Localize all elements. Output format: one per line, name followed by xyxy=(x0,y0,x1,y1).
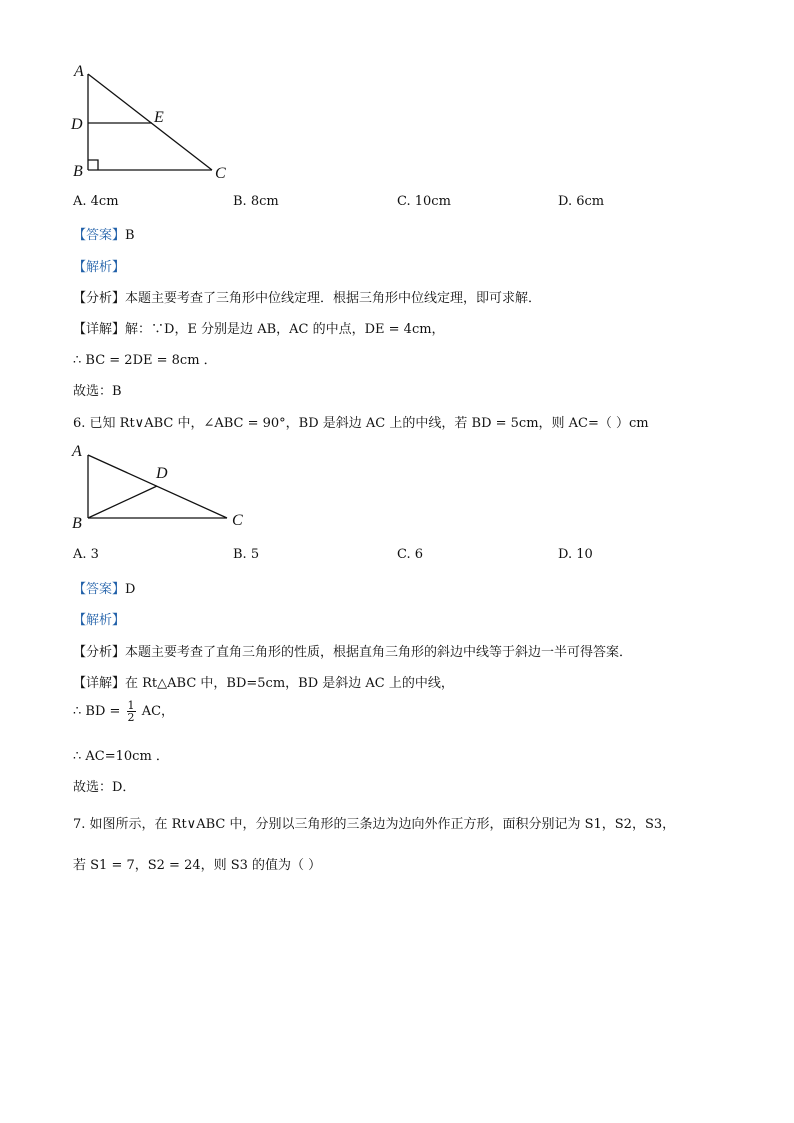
fraction-denominator: 2 xyxy=(127,711,135,724)
figure-triangle-median xyxy=(60,436,260,536)
q6-option-c: C. 6 xyxy=(397,547,424,562)
q6-option-a: A. 3 xyxy=(73,547,99,562)
fenxi-tag: 【分析】 xyxy=(73,645,126,660)
q5-option-a: A. 4cm xyxy=(73,194,119,209)
q5-analysis-tag: 【解析】 xyxy=(73,260,126,275)
label-b: B xyxy=(72,515,82,532)
q6-detail-line-2 xyxy=(73,700,174,723)
label-c: C xyxy=(215,165,226,182)
fraction-one-half xyxy=(127,700,136,723)
answer-value: B xyxy=(125,228,135,243)
q5-option-d: D. 6cm xyxy=(558,194,605,209)
label-d: D xyxy=(71,116,83,133)
detail-tag: 【详解】 xyxy=(73,322,126,337)
label-c: C xyxy=(232,512,243,529)
label-b: B xyxy=(73,163,83,180)
answer-tag: 【答案】 xyxy=(73,228,126,243)
q5-choose: 故选：B xyxy=(73,384,122,399)
segment-ac xyxy=(88,74,212,170)
label-a: A xyxy=(74,63,84,80)
q6-answer-line xyxy=(73,578,135,597)
fraction-numerator: 1 xyxy=(127,699,135,712)
q6-fenxi-line xyxy=(73,641,632,660)
detail-text: 在 Rt△ABC 中，BD=5cm，BD 是斜边 AC 上的中线， xyxy=(125,676,454,691)
q5-fenxi-line xyxy=(73,287,541,306)
segment-bd xyxy=(88,486,157,518)
q7-stem-line-1: 7. 如图所示，在 Rt∨ABC 中，分别以三角形的三条边为边向外作正方形，面积分别记为 S1，S2，S3， xyxy=(73,817,676,832)
q6-detail-line-1 xyxy=(73,672,454,691)
detail-pre: ∴ BD = xyxy=(73,704,121,719)
q5-answer-line xyxy=(73,224,135,243)
q5-detail-line-1 xyxy=(73,318,445,337)
q5-detail-line-2: ∴ BC = 2DE = 8cm ． xyxy=(73,353,217,368)
q6-option-d: D. 10 xyxy=(558,547,593,562)
label-a: A xyxy=(72,443,82,460)
fenxi-text: 本题主要考查了直角三角形的性质，根据直角三角形的斜边中线等于斜边一半可得答案． xyxy=(125,645,633,660)
label-e: E xyxy=(154,109,164,126)
fenxi-text: 本题主要考查了三角形中位线定理．根据三角形中位线定理，即可求解． xyxy=(125,291,542,306)
label-d: D xyxy=(156,465,168,482)
detail-tag: 【详解】 xyxy=(73,676,126,691)
answer-value: D xyxy=(125,582,136,597)
q6-choose: 故选：D． xyxy=(73,780,136,795)
detail-post: AC， xyxy=(141,704,175,719)
q6-analysis-tag: 【解析】 xyxy=(73,613,126,628)
answer-tag: 【答案】 xyxy=(73,582,126,597)
q5-option-b: B. 8cm xyxy=(233,194,279,209)
right-angle-mark xyxy=(88,160,98,170)
q7-stem-line-2: 若 S1 = 7，S2 = 24，则 S3 的值为（ ） xyxy=(73,858,322,873)
q6-option-b: B. 5 xyxy=(233,547,260,562)
detail-text: 解：∵D，E 分别是边 AB，AC 的中点，DE = 4cm， xyxy=(125,322,445,337)
fenxi-tag: 【分析】 xyxy=(73,291,126,306)
q5-option-c: C. 10cm xyxy=(397,194,451,209)
figure-triangle-midline xyxy=(60,56,250,186)
q6-stem: 6. 已知 Rt∨ABC 中，∠ABC = 90°，BD 是斜边 AC 上的中线，若 BD = 5cm，则 AC=（ ）cm xyxy=(73,416,649,431)
q6-detail-line-3: ∴ AC=10cm ． xyxy=(73,749,169,764)
